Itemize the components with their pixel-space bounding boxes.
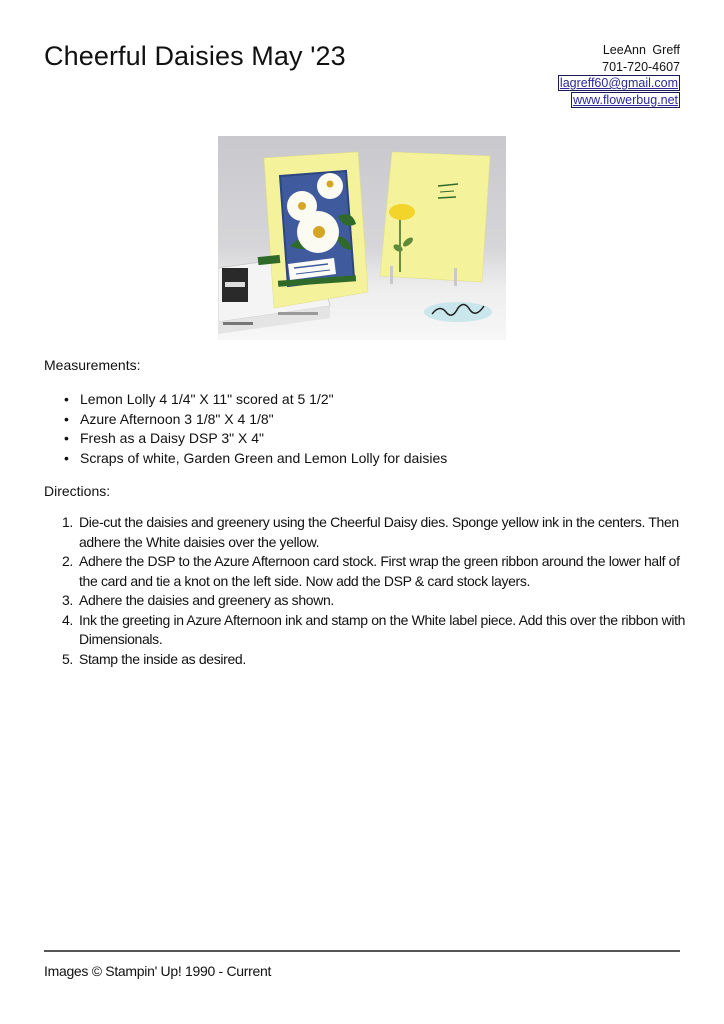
author-name: LeeAnn Greff [602,43,680,57]
directions-list [62,513,686,669]
measurement-item: • Azure Afternoon 3 1/8" X 4 1/8" [62,410,447,430]
measurements-heading: Measurements: [44,357,141,373]
direction-step [62,552,686,591]
page-title: Cheerful Daisies May '23 [44,41,346,71]
email-link[interactable]: lagreff60@gmail.com [559,76,678,90]
step-number: 1. [62,514,73,530]
author-phone: 701-720-4607 [602,59,680,74]
direction-step [62,513,686,552]
website-link[interactable]: www.flowerbug.net [573,92,678,107]
directions-heading: Directions: [44,483,111,499]
step-number: 3. [62,592,73,608]
card-photo [218,136,506,340]
direction-step [62,611,686,650]
step-number: 5. [62,650,73,667]
footer-divider [44,950,680,952]
direction-step [62,591,686,611]
measurement-item: • Fresh as a Daisy DSP 3" X 4" [62,429,447,449]
direction-step [62,650,686,670]
step-number: 4. [62,611,73,628]
step-number: 2. [62,553,73,569]
card-inside-graphic [380,152,490,286]
card-front-graphic [258,152,368,308]
contact-info [558,42,680,108]
step-text: Adhere the DSP to the Azure Afternoon card stock. First wrap the green ribbon around the lower half of the card and tie a knot on the left side. Now add the DSP & card stock layers. [79,553,680,589]
signature-watermark [424,302,492,322]
measurement-item: • Scraps of white, Garden Green and Lemon Lolly for daisies [62,449,447,469]
measurements-list [62,390,447,468]
step-text: Adhere the daisies and greenery as shown. [79,592,334,608]
footer-copyright: Images © Stampin' Up! 1990 - Current [44,963,272,979]
step-text: Die-cut the daisies and greenery using the Cheerful Daisy dies. Sponge yellow ink in the centers. Then adhere the White daisies over the yellow. [79,514,679,550]
step-text: Stamp the inside as desired. [79,650,246,667]
measurement-item: • Lemon Lolly 4 1/4" X 11" scored at 5 1/2" [62,390,447,410]
step-text: Ink the greeting in Azure Afternoon ink and stamp on the White label piece. Add this over the ribbon with Dimensionals. [79,611,686,647]
